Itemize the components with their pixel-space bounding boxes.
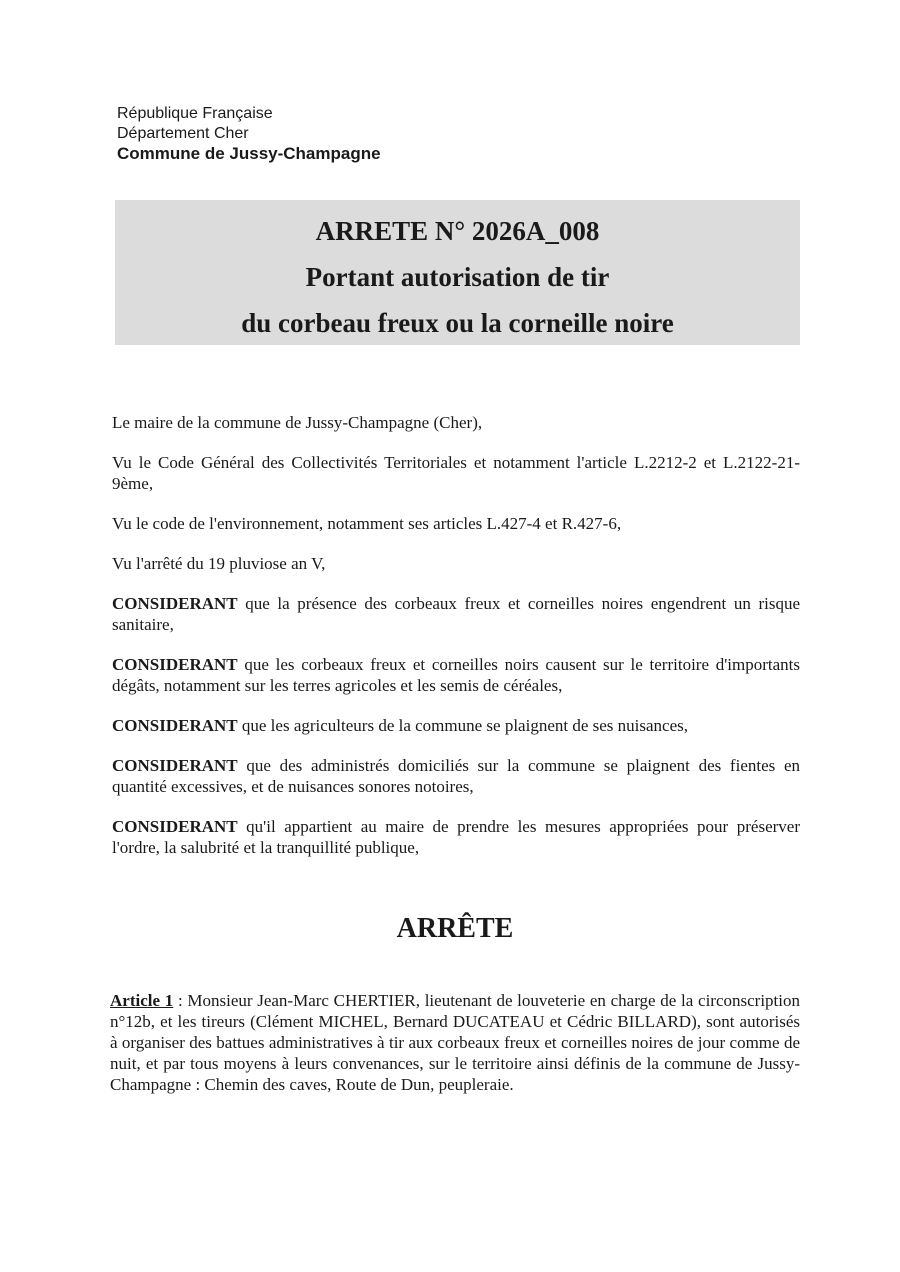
vu-code-environnement: Vu le code de l'environnement, notamment ses articles L.427-4 et R.427-6, [112, 514, 622, 533]
considerant-text: que des administrés domiciliés sur la commune se plaignent des fientes en quantité excessives, et de nuisances sonores notoires, [112, 756, 800, 796]
article-1-text: : Monsieur Jean-Marc CHERTIER, lieutenant de louveterie en charge de la circonscription n°12b, et les tireurs (Clément MICHEL, Bernard DUCATEAU et Cédric BILLARD), sont autorisés à organiser des battues administratives à tir aux corbeaux freux et corneilles noires de jour comme de nuit, et par tous moyens à leurs convenances, sur le territoire ainsi définis de la commune de Jussy-Champagne : Chemin des caves, Route de Dun, peupleraie. [110, 991, 800, 1094]
considerant-label: CONSIDERANT [112, 655, 238, 674]
considerant-label: CONSIDERANT [112, 756, 238, 775]
considerant-2 [112, 654, 800, 696]
decree-subject-line1: Portant autorisation de tir [305, 262, 610, 292]
republic-line: République Française [117, 105, 273, 122]
commune-line: Commune de Jussy-Champagne [117, 144, 381, 163]
preamble [112, 412, 800, 877]
department-line: Département Cher [117, 125, 249, 142]
considerant-1 [112, 593, 800, 635]
considerant-label: CONSIDERANT [112, 594, 238, 613]
article-1 [110, 990, 800, 1095]
document-header [117, 104, 381, 164]
arrete-heading: ARRÊTE [396, 913, 514, 944]
decree-subject-line2: du corbeau freux ou la corneille noire [241, 308, 674, 338]
considerant-4 [112, 755, 800, 797]
considerant-3 [112, 715, 800, 736]
considerant-text: que les corbeaux freux et corneilles noirs causent sur le territoire d'importants dégâts, notamment sur les terres agricoles et les semis de céréales, [112, 655, 800, 695]
considerant-text: que les agriculteurs de la commune se plaignent de ses nuisances, [237, 716, 688, 735]
vu-arrete: Vu l'arrêté du 19 pluviose an V, [112, 554, 326, 573]
considerant-text: que la présence des corbeaux freux et corneilles noires engendrent un risque sanitaire, [112, 594, 800, 634]
article-1-label: Article 1 [110, 991, 174, 1010]
considerant-label: CONSIDERANT [112, 817, 238, 836]
vu-cgct: Vu le Code Général des Collectivités Territoriales et notamment l'article L.2212-2 et L.2122-21-9ème, [112, 453, 800, 493]
title-box [115, 200, 800, 345]
considerant-5 [112, 816, 800, 858]
considerant-label: CONSIDERANT [112, 716, 238, 735]
mayor-statement: Le maire de la commune de Jussy-Champagne (Cher), [112, 413, 483, 432]
considerant-text: qu'il appartient au maire de prendre les mesures appropriées pour préserver l'ordre, la salubrité et la tranquillité publique, [112, 817, 800, 857]
decree-number: ARRETE N° 2026A_008 [315, 216, 600, 246]
